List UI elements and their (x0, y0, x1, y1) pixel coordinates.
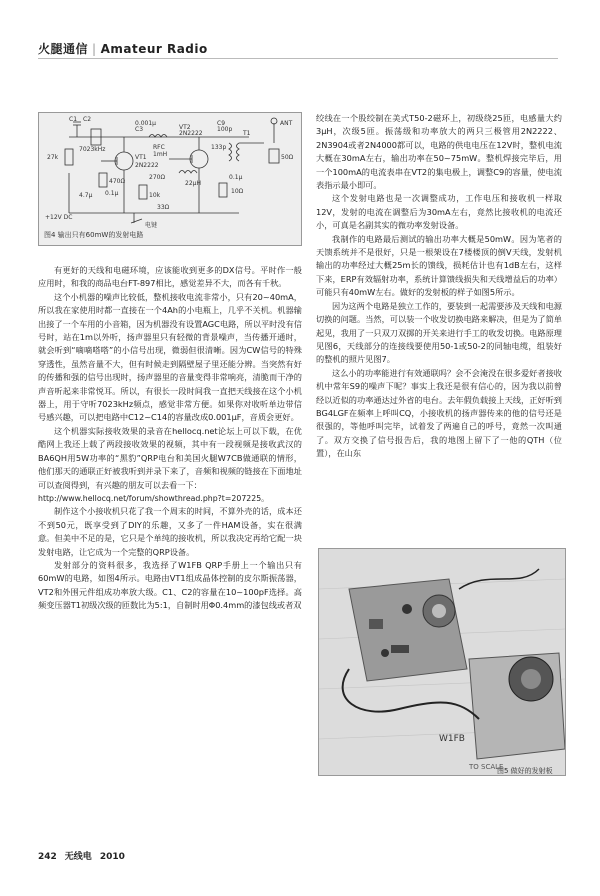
figure4-schematic (38, 112, 302, 246)
label-r270: 270Ω (149, 174, 166, 181)
forum-url: http://www.hellocq.net/forum/showthread.php?t=207225。 (38, 493, 269, 503)
label-r33: 33Ω (157, 204, 170, 211)
label-rfc-val: 1mH (153, 151, 168, 158)
label-r470: 470Ω (109, 178, 126, 185)
label-c3-val: 0.001μ (135, 120, 156, 127)
board-photo-drawing (319, 549, 565, 775)
label-c-01: 0.1μ (105, 190, 119, 197)
figure5-photo (318, 548, 566, 776)
label-r50: 50Ω (281, 154, 294, 161)
page-number: 242 (38, 852, 57, 862)
left-paragraph: 这个机器实际接收效果的录音在hellocq.net论坛上可以下载，在优酷网上我还上载了两段接收效果的视频，其中有一段视频是接收武汉的BA6QH用5W功率的“黑豹”QRP电台和美国火腿W7CB做通联的情形，他们那天的通联正好被我听到并录下来了，音频和视频的链接在下面地址可以查阅得到，有兴趣的朋友可以去看一下： (38, 425, 302, 490)
header-separator: | (92, 42, 97, 56)
left-paragraph: 有更好的天线和电磁环境，应该能收到更多的DX信号。平时作一般应用时，和我的商品电台FT-897相比，感觉差异不大，而各有千秋。 (38, 265, 302, 289)
label-key: 电键 (145, 222, 158, 229)
header-rule (38, 58, 558, 59)
label-vt1-part: 2N2222 (135, 162, 159, 169)
page-footer (38, 849, 133, 862)
left-paragraph: 制作这个小接收机只花了我一个周末的时间，不算外壳的话，成本还不到50元，既享受到了DIY的乐趣，又多了一件HAM设备，实在很满意。但美中不足的是，它只是个单纯的接收机，所以我决定再给它配一块发射电路，让它成为一个完整的QRP设备。 (38, 506, 302, 557)
right-paragraph: 绞线在一个股绞制在美式T50-2磁环上，初级绕25匝，电感量大约3μH，次级5匝。振荡级和功率放大的两只三极管用2N2222、2N3904或者2N4000都可以，电路的供电电压在12V时，整机电流大概在30mA左右，输出功率在50~75mW。整机焊接完毕后，用一个100mA的电流表串在VT2的集电极上，调整C9的容量，使电流表指示最小即可。 (316, 113, 562, 191)
label-supply: +12V DC (45, 214, 73, 221)
label-cp: 133p (211, 144, 227, 151)
right-column (316, 112, 562, 461)
label-crystal-freq: 7023kHz (79, 146, 106, 153)
label-vt2: VT2 (179, 124, 191, 131)
label-t1: T1 (243, 130, 251, 137)
label-vt1: VT1 (135, 154, 147, 161)
label-c2: C2 (83, 116, 92, 123)
header-en: Amateur Radio (100, 42, 208, 56)
left-column (38, 264, 302, 613)
label-c1: C1 (69, 116, 78, 123)
right-paragraph: 我制作的电路最后测试的输出功率大概是50mW。因为笔者的天馈系统并不是很好，只是一根架设在7楼楼顶的倒V天线，发射机输出的功率经过大概25m长的馈线，损耗估计也有1dB左右，这样下来，ERP有效辐射功率，系统计算馈线损失和天线增益后的功率）可能只有40mW左右。做好的发射板的样子如图5所示。 (316, 233, 562, 298)
label-c9: C9 (217, 120, 226, 127)
figure5-caption: 图5 做好的发射板 (497, 767, 553, 775)
board-label: W1FB (439, 734, 465, 744)
label-r10: 10Ω (231, 188, 244, 195)
label-c100: 0.1μ (229, 174, 243, 181)
label-c3: C3 (135, 126, 144, 133)
header-zh: 火腿通信 (38, 42, 89, 56)
left-paragraph: 发射部分的资料很多，我选择了W1FB QRP手册上一个输出只有60mW的电路，如图4所示。电路由VT1组成晶体控制的皮尔斯振荡器，VT2和外围元件组成功率放大级。C1、C2的容量在10~100pF选择。高频变压器T1初级次级的匝数比为5:1，自制时用Φ0.4mm的漆包线或者双 (38, 559, 302, 611)
running-header (38, 40, 208, 57)
figure4-caption: 图4 输出只有60mW的发射电路 (44, 231, 144, 239)
label-r4: 10k (149, 192, 161, 199)
left-paragraph: 这个小机器的噪声比较低，整机接收电流非常小，只有20~40mA，所以我在家使用时都一直接在一个4Ah的小电瓶上，几乎不关机。机器输出接了一个车用的小音箱，因为机器没有设置AGC电路，所以平时没有信号时，站在1m以外听，扬声器里只有轻微的背景噪声，当传播开通时，就会听到“嘀嘀嗒嗒”的小信号出现，微弱但很清晰。因为CW信号的特殊穿透性，虽然音量不大，但有时候走到隔壁屋子里还能分辨。当突然有好的传播和强的信号出现时，扬声器里的音量变得非常响亮，清脆而干净的声音听起来非常悦耳。所以，有很长一段时间我一直把天线接在这个小机器上，用于守听7023kHz频点，感觉非常方便。如果你对收听单边带信号感兴趣，可以把电路中C12~C14的容量改成0.001μF，音质会更好。 (38, 291, 302, 423)
label-rfc: RFC (153, 144, 165, 151)
label-ant: ANT (280, 120, 293, 127)
magazine-name: 无线电 (64, 852, 92, 862)
issue-year: 2010 (99, 852, 125, 862)
label-l22: 22μH (185, 180, 201, 187)
label-c4: 4.7μ (79, 192, 93, 199)
right-paragraph: 这个发射电路也是一次调整成功，工作电压和接收机一样取12V，发射的电流在调整后为30mA左右，竟然比接收机的电流还小，可真是名副其实的微功率发射设备。 (316, 193, 562, 231)
right-paragraph: 这么小的功率能进行有效通联吗？会不会淹没在很多爱好者接收机中常年S9的噪声下呢？事实上我还是很有信心的，因为我以前曾经以近似的功率通达过外省的电台。去年假负载接上天线，正好听到BG4LGF在频率上呼叫CQ，小接收机的扬声器传来的他的信号还是很强的，等他呼叫完毕，试着发了两遍自己的呼号，竟然一次叫通了。双方交换了信号报告后，我的地图上留下了一他的QTH（位置），在山东 (316, 367, 562, 459)
scale-label: TO SCALE (469, 763, 504, 771)
schematic-drawing (39, 113, 301, 245)
label-vt2-part: 2N2222 (179, 130, 203, 137)
right-paragraph: 因为这两个电路是独立工作的，要装到一起需要涉及天线和电源切换的问题。当然，可以装一个收发切换电路来解决，但是为了简单起见，我用了一只双刀双掷的开关来进行手工的收发切换。电路原理见图6，天线部分的连接线要使用50-1或50-2的同轴电缆，组装好的整机的照片见图7。 (316, 300, 562, 365)
label-c9-val: 100p (217, 126, 233, 133)
label-r27k: 27k (47, 154, 59, 161)
